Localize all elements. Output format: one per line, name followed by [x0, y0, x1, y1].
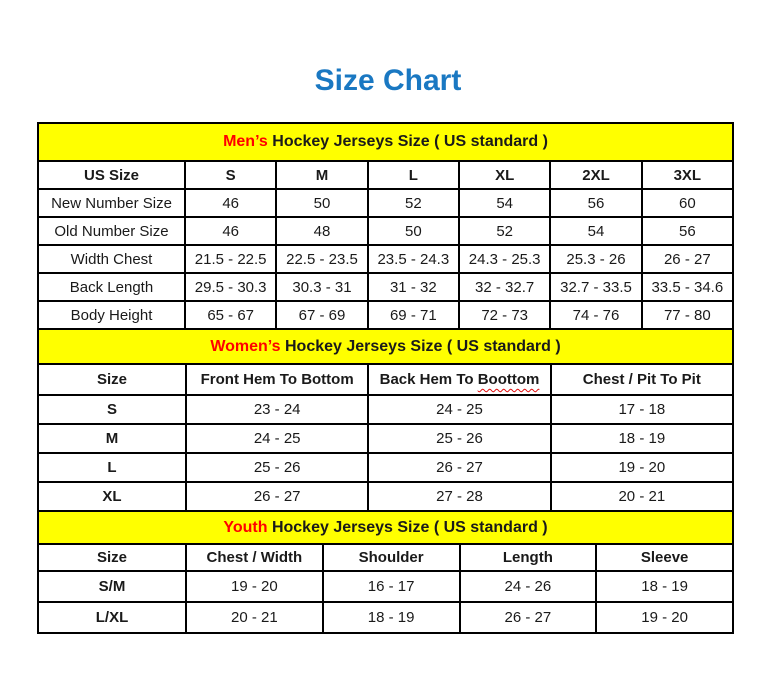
womens-col-header-back-hem — [369, 365, 549, 394]
mens-size-value: 54 — [460, 190, 549, 216]
youth-size-value: 18 - 19 — [324, 603, 459, 632]
mens-size-table — [39, 124, 732, 328]
womens-section-highlight: Women’s — [210, 337, 281, 355]
mens-section-header — [39, 124, 732, 160]
mens-size-value: 56 — [551, 190, 640, 216]
youth-section-title: Hockey Jerseys Size ( US standard ) — [267, 518, 548, 536]
youth-size-value: 19 - 20 — [597, 603, 732, 632]
youth-size-value: 16 - 17 — [324, 572, 459, 601]
mens-row-label: Back Length — [39, 274, 184, 300]
womens-size-value: 17 - 18 — [552, 396, 732, 423]
womens-row-label: L — [39, 454, 185, 481]
womens-size-value: 20 - 21 — [552, 483, 732, 510]
mens-size-value: 32 - 32.7 — [460, 274, 549, 300]
mens-size-value: 74 - 76 — [551, 302, 640, 328]
mens-size-value: 46 — [186, 190, 275, 216]
mens-section-title: Hockey Jerseys Size ( US standard ) — [267, 133, 548, 150]
mens-row-label: Old Number Size — [39, 218, 184, 244]
mens-size-value: 77 - 80 — [643, 302, 732, 328]
youth-size-table — [39, 512, 732, 632]
mens-col-header-us-size: US Size — [39, 162, 184, 188]
mens-col-header-l: L — [369, 162, 458, 188]
youth-col-header-sleeve: Sleeve — [597, 545, 732, 570]
womens-size-value: 27 - 28 — [369, 483, 549, 510]
womens-size-value: 24 - 25 — [369, 396, 549, 423]
mens-size-value: 32.7 - 33.5 — [551, 274, 640, 300]
back-hem-label-prefix: Back Hem To — [379, 371, 478, 388]
mens-size-value: 29.5 - 30.3 — [186, 274, 275, 300]
mens-size-value: 69 - 71 — [369, 302, 458, 328]
back-hem-label-misspelling: Boottom — [477, 371, 540, 388]
mens-size-value: 52 — [460, 218, 549, 244]
youth-size-value: 19 - 20 — [187, 572, 322, 601]
mens-size-value: 52 — [369, 190, 458, 216]
youth-col-header-length: Length — [461, 545, 596, 570]
mens-size-value: 65 - 67 — [186, 302, 275, 328]
mens-size-value: 21.5 - 22.5 — [186, 246, 275, 272]
womens-size-table — [39, 330, 732, 510]
mens-size-value: 67 - 69 — [277, 302, 366, 328]
mens-size-value: 72 - 73 — [460, 302, 549, 328]
mens-size-value: 50 — [277, 190, 366, 216]
youth-size-value: 24 - 26 — [461, 572, 596, 601]
mens-row-label: New Number Size — [39, 190, 184, 216]
mens-size-value: 26 - 27 — [643, 246, 732, 272]
page-title: Size Chart — [314, 64, 462, 97]
youth-size-value: 20 - 21 — [187, 603, 322, 632]
youth-row-label: S/M — [39, 572, 185, 601]
womens-col-header-chest: Chest / Pit To Pit — [552, 365, 732, 394]
womens-row-label: XL — [39, 483, 185, 510]
mens-size-value: 22.5 - 23.5 — [277, 246, 366, 272]
youth-row-label: L/XL — [39, 603, 185, 632]
womens-section-header — [39, 330, 732, 363]
mens-row-label: Body Height — [39, 302, 184, 328]
womens-size-value: 18 - 19 — [552, 425, 732, 452]
mens-col-header-m: M — [277, 162, 366, 188]
mens-size-value: 56 — [643, 218, 732, 244]
womens-size-value: 24 - 25 — [187, 425, 367, 452]
mens-col-header-s: S — [186, 162, 275, 188]
mens-size-value: 25.3 - 26 — [551, 246, 640, 272]
womens-row-label: M — [39, 425, 185, 452]
womens-col-header-size: Size — [39, 365, 185, 394]
mens-col-header-xl: XL — [460, 162, 549, 188]
womens-size-value: 23 - 24 — [187, 396, 367, 423]
youth-section-highlight: Youth — [223, 518, 268, 536]
youth-col-header-size: Size — [39, 545, 185, 570]
mens-size-value: 60 — [643, 190, 732, 216]
size-chart-table — [37, 122, 734, 634]
womens-section-title: Hockey Jerseys Size ( US standard ) — [280, 337, 561, 355]
womens-size-value: 25 - 26 — [187, 454, 367, 481]
mens-col-header-2xl: 2XL — [551, 162, 640, 188]
mens-size-value: 48 — [277, 218, 366, 244]
youth-col-header-shoulder: Shoulder — [324, 545, 459, 570]
womens-size-value: 19 - 20 — [552, 454, 732, 481]
mens-row-label: Width Chest — [39, 246, 184, 272]
mens-size-value: 30.3 - 31 — [277, 274, 366, 300]
youth-size-value: 18 - 19 — [597, 572, 732, 601]
youth-col-header-chest-width: Chest / Width — [187, 545, 322, 570]
mens-size-value: 31 - 32 — [369, 274, 458, 300]
womens-row-label: S — [39, 396, 185, 423]
mens-col-header-3xl: 3XL — [643, 162, 732, 188]
mens-size-value: 50 — [369, 218, 458, 244]
youth-size-value: 26 - 27 — [461, 603, 596, 632]
mens-size-value: 46 — [186, 218, 275, 244]
mens-size-value: 24.3 - 25.3 — [460, 246, 549, 272]
womens-col-header-front-hem: Front Hem To Bottom — [187, 365, 367, 394]
womens-size-value: 26 - 27 — [369, 454, 549, 481]
womens-size-value: 26 - 27 — [187, 483, 367, 510]
womens-size-value: 25 - 26 — [369, 425, 549, 452]
mens-size-value: 33.5 - 34.6 — [643, 274, 732, 300]
youth-section-header — [39, 512, 732, 543]
mens-size-value: 54 — [551, 218, 640, 244]
mens-size-value: 23.5 - 24.3 — [369, 246, 458, 272]
mens-section-highlight: Men’s — [223, 133, 268, 150]
